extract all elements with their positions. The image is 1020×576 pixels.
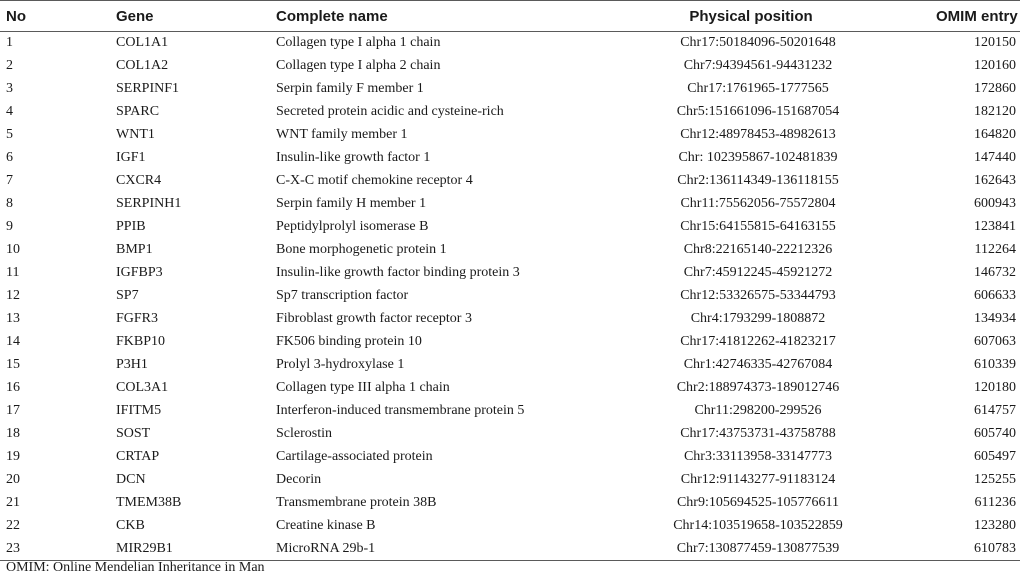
cell-no: 16: [6, 380, 20, 395]
cell-no: 1: [6, 35, 13, 51]
cell-complete-name: Fibroblast growth factor receptor 3: [276, 311, 472, 326]
cell-omim-entry: 134934: [974, 311, 1016, 326]
cell-omim-entry: 611236: [974, 495, 1016, 510]
cell-complete-name: Bone morphogenetic protein 1: [276, 242, 447, 257]
cell-omim-entry: 164820: [974, 127, 1016, 142]
table-row: [0, 32, 1020, 55]
table-row: [0, 515, 1020, 538]
cell-gene: CXCR4: [116, 173, 162, 188]
table-row: [0, 101, 1020, 124]
cell-no: 10: [6, 242, 20, 257]
cell-omim-entry: 172860: [974, 81, 1016, 96]
cell-omim-entry: 600943: [974, 196, 1016, 211]
cell-omim-entry: 120150: [974, 35, 1016, 51]
cell-omim-entry: 120180: [974, 380, 1016, 395]
cell-complete-name: Decorin: [276, 472, 322, 487]
cell-complete-name: Peptidylprolyl isomerase B: [276, 219, 429, 234]
table-row: [0, 446, 1020, 469]
cell-complete-name: Insulin-like growth factor 1: [276, 150, 431, 165]
cell-no: 13: [6, 311, 20, 326]
cell-omim-entry: 125255: [974, 472, 1016, 487]
cell-complete-name: Insulin-like growth factor binding protein 3: [276, 265, 520, 280]
cell-gene: SPARC: [116, 104, 160, 119]
cell-complete-name: Collagen type I alpha 1 chain: [276, 35, 441, 51]
cell-no: 11: [6, 265, 20, 280]
cell-physical-position: Chr11:75562056-75572804: [680, 196, 836, 211]
cell-omim-entry: 123841: [974, 219, 1016, 234]
cell-omim-entry: 112264: [974, 242, 1016, 257]
cell-gene: MIR29B1: [116, 540, 173, 556]
cell-physical-position: Chr1:42746335-42767084: [683, 357, 833, 372]
cell-gene: CKB: [116, 518, 145, 533]
cell-complete-name: C-X-C motif chemokine receptor 4: [276, 173, 473, 188]
cell-physical-position: Chr12:53326575-53344793: [680, 288, 836, 303]
cell-complete-name: Cartilage-associated protein: [276, 449, 433, 464]
cell-gene: TMEM38B: [116, 495, 182, 510]
cell-omim-entry: 607063: [974, 334, 1016, 349]
cell-physical-position: Chr11:298200-299526: [694, 403, 822, 418]
table-row: [0, 423, 1020, 446]
cell-no: 20: [6, 472, 20, 487]
cell-gene: PPIB: [116, 219, 146, 234]
table-row: [0, 262, 1020, 285]
cell-no: 9: [6, 219, 13, 234]
cell-physical-position: Chr7:94394561-94431232: [683, 58, 833, 73]
cell-no: 4: [6, 104, 13, 119]
cell-omim-entry: 123280: [974, 518, 1016, 533]
cell-omim-entry: 610783: [974, 540, 1016, 556]
table-row: [0, 147, 1020, 170]
cell-physical-position: Chr: 102395867-102481839: [678, 150, 838, 165]
cell-complete-name: MicroRNA 29b-1: [276, 540, 376, 556]
cell-gene: COL3A1: [116, 380, 169, 395]
cell-physical-position: Chr17:41812262-41823217: [680, 334, 836, 349]
cell-physical-position: Chr15:64155815-64163155: [680, 219, 836, 234]
cell-omim-entry: 120160: [974, 58, 1016, 73]
cell-physical-position: Chr17:50184096-50201648: [680, 35, 836, 51]
cell-omim-entry: 605497: [974, 449, 1016, 464]
cell-no: 2: [6, 58, 13, 73]
cell-complete-name: Serpin family H member 1: [276, 196, 427, 211]
cell-physical-position: Chr12:48978453-48982613: [680, 127, 836, 142]
cell-no: 3: [6, 81, 13, 96]
cell-omim-entry: 182120: [974, 104, 1016, 119]
table-row: [0, 538, 1020, 561]
cell-physical-position: Chr3:33113958-33147773: [683, 449, 833, 464]
cell-complete-name: Interferon-induced transmembrane protein 5: [276, 403, 525, 418]
cell-physical-position: Chr17:1761965-1777565: [687, 81, 829, 96]
cell-gene: IGF1: [116, 150, 146, 165]
cell-complete-name: Serpin family F member 1: [276, 81, 424, 96]
cell-gene: CRTAP: [116, 449, 160, 464]
cell-no: 8: [6, 196, 13, 211]
cell-physical-position: Chr5:151661096-151687054: [676, 104, 840, 119]
cell-physical-position: Chr2:188974373-189012746: [676, 380, 840, 395]
cell-physical-position: Chr9:105694525-105776611: [676, 495, 840, 510]
cell-complete-name: Sp7 transcription factor: [276, 288, 409, 303]
cell-complete-name: Sclerostin: [276, 426, 332, 441]
table-footnote: OMIM: Online Mendelian Inheritance in Man: [6, 560, 265, 575]
cell-complete-name: Collagen type I alpha 2 chain: [276, 58, 441, 73]
cell-complete-name: Collagen type III alpha 1 chain: [276, 380, 450, 395]
cell-no: 17: [6, 403, 20, 418]
header-physical-position: Physical position: [689, 7, 813, 25]
cell-no: 7: [6, 173, 13, 188]
cell-no: 21: [6, 495, 20, 510]
table-body: [0, 32, 1020, 561]
table-row: [0, 124, 1020, 147]
cell-physical-position: Chr7:130877459-130877539: [676, 540, 840, 556]
cell-gene: SOST: [116, 426, 151, 441]
table-row: [0, 239, 1020, 262]
cell-complete-name: Secreted protein acidic and cysteine-rich: [276, 104, 504, 119]
cell-no: 18: [6, 426, 20, 441]
cell-omim-entry: 146732: [974, 265, 1016, 280]
table-row: [0, 193, 1020, 216]
table-row: [0, 216, 1020, 239]
table-row: [0, 354, 1020, 377]
cell-no: 19: [6, 449, 20, 464]
cell-no: 22: [6, 518, 20, 533]
cell-omim-entry: 147440: [974, 150, 1016, 165]
cell-gene: DCN: [116, 472, 146, 487]
cell-omim-entry: 614757: [974, 403, 1016, 418]
cell-physical-position: Chr14:103519658-103522859: [673, 518, 843, 533]
cell-gene: FGFR3: [116, 311, 159, 326]
cell-omim-entry: 610339: [974, 357, 1016, 372]
cell-no: 12: [6, 288, 20, 303]
cell-complete-name: Creatine kinase B: [276, 518, 376, 533]
cell-physical-position: Chr17:43753731-43758788: [680, 426, 836, 441]
cell-no: 23: [6, 540, 20, 556]
table-row: [0, 170, 1020, 193]
cell-physical-position: Chr4:1793299-1808872: [690, 311, 826, 326]
cell-gene: P3H1: [116, 357, 148, 372]
cell-physical-position: Chr2:136114349-136118155: [677, 173, 839, 188]
table-row: [0, 492, 1020, 515]
cell-physical-position: Chr8:22165140-22212326: [683, 242, 833, 257]
table-header: [0, 1, 1020, 32]
cell-gene: SERPINH1: [116, 196, 182, 211]
cell-gene: WNT1: [116, 127, 155, 142]
table-row: [0, 55, 1020, 78]
cell-complete-name: FK506 binding protein 10: [276, 334, 422, 349]
table-row: [0, 78, 1020, 101]
cell-omim-entry: 162643: [974, 173, 1016, 188]
cell-complete-name: WNT family member 1: [276, 127, 408, 142]
cell-no: 6: [6, 150, 13, 165]
cell-complete-name: Transmembrane protein 38B: [276, 495, 437, 510]
table-row: [0, 285, 1020, 308]
table-row: [0, 308, 1020, 331]
cell-omim-entry: 605740: [974, 426, 1016, 441]
cell-no: 15: [6, 357, 20, 372]
header-complete-name: Complete name: [276, 7, 388, 25]
table-row: [0, 331, 1020, 354]
cell-gene: IGFBP3: [116, 265, 163, 280]
cell-gene: SP7: [116, 288, 139, 303]
cell-gene: IFITM5: [116, 403, 162, 418]
cell-gene: COL1A1: [116, 35, 169, 51]
cell-omim-entry: 606633: [974, 288, 1016, 303]
header-gene: Gene: [116, 7, 154, 25]
cell-gene: SERPINF1: [116, 81, 180, 96]
header-no: No: [6, 7, 26, 25]
table-row: [0, 400, 1020, 423]
table-row: [0, 469, 1020, 492]
cell-gene: FKBP10: [116, 334, 166, 349]
cell-gene: BMP1: [116, 242, 153, 257]
cell-gene: COL1A2: [116, 58, 169, 73]
cell-no: 14: [6, 334, 20, 349]
cell-no: 5: [6, 127, 13, 142]
cell-physical-position: Chr12:91143277-91183124: [680, 472, 836, 487]
cell-complete-name: Prolyl 3-hydroxylase 1: [276, 357, 405, 372]
header-omim-entry: OMIM entry: [936, 7, 1018, 25]
header-row: [0, 1, 1020, 32]
cell-physical-position: Chr7:45912245-45921272: [683, 265, 833, 280]
table-row: [0, 377, 1020, 400]
